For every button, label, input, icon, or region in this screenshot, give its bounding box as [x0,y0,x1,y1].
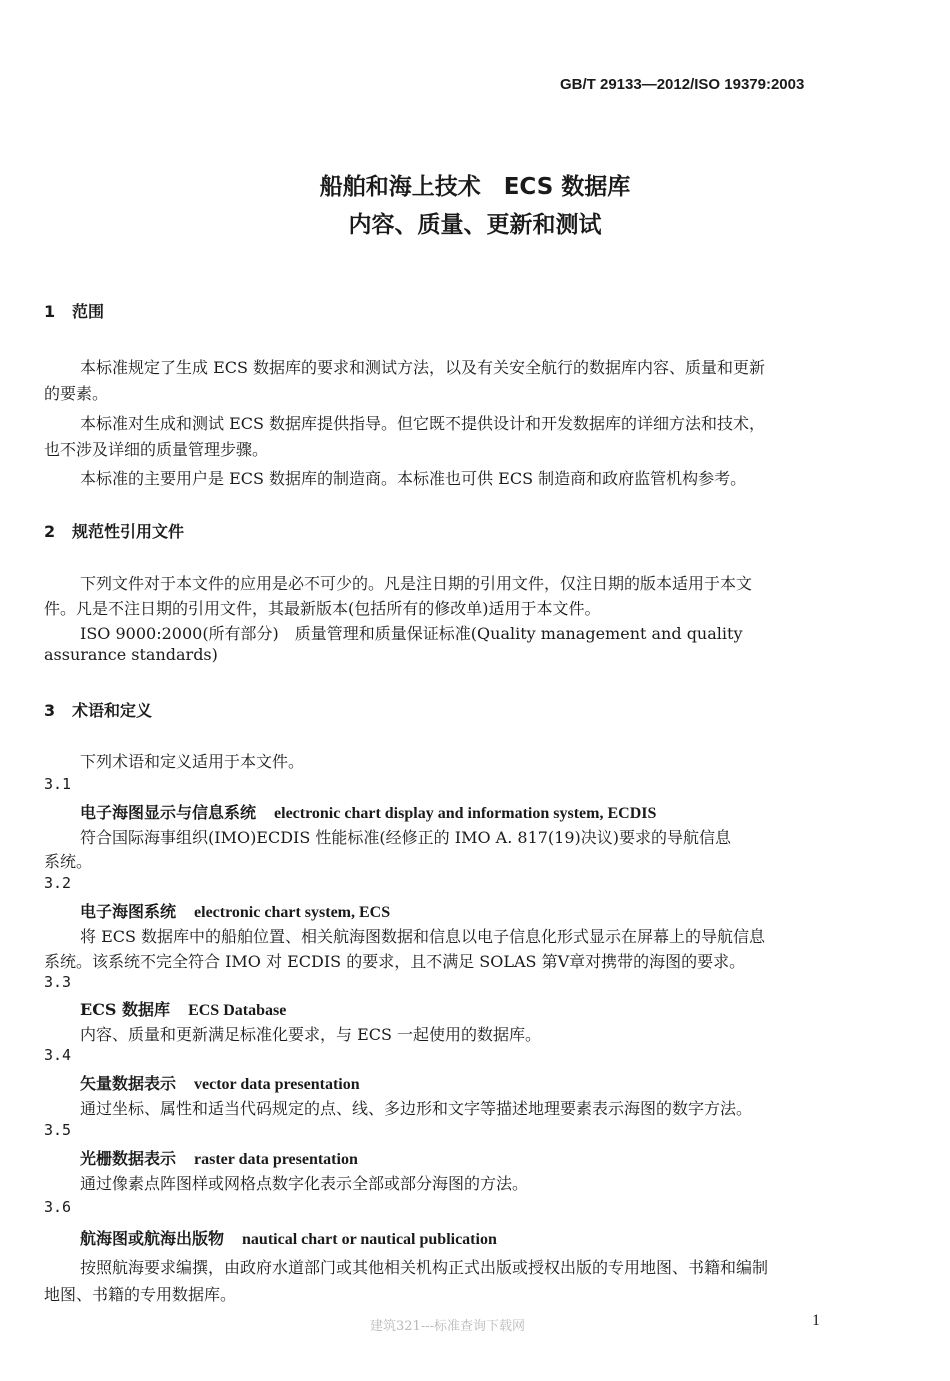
definition-line: 通过像素点阵图样或网格点数字化表示全部或部分海图的方法。 [80,1174,529,1193]
term-cn: 航海图或航海出版物 [80,1229,225,1248]
term-title [80,1226,497,1249]
paragraph-line: 本标准的主要用户是 ECS 数据库的制造商。本标准也可供 ECS 制造商和政府监管机构参考。 [80,469,747,488]
term-en: vector data presentation [194,1076,360,1093]
section-title: 范围 [72,302,105,321]
reference-line: ISO 9000:2000(所有部分) 质量管理和质量保证标准(Quality management and quality [80,624,743,643]
definition-line: 符合国际海事组织(IMO)ECDIS 性能标准(经修正的 IMO A. 817(19)决议)要求的导航信息 [80,828,732,847]
paragraph-line: 下列术语和定义适用于本文件。 [80,752,305,771]
term-title [80,1071,360,1094]
term-title [80,800,656,823]
term-cn: 电子海图显示与信息系统 [80,803,257,822]
term-number: 3.5 [44,1121,72,1139]
paragraph-line: 也不涉及详细的质量管理步骤。 [44,440,269,459]
paragraph-line: 本标准对生成和测试 ECS 数据库提供指导。但它既不提供设计和开发数据库的详细方法和技术， [80,414,766,433]
term-cn: 光栅数据表示 [80,1149,177,1168]
section-heading-scope [44,299,104,322]
definition-line: 系统。该系统不完全符合 IMO 对 ECDIS 的要求，且不满足 SOLAS 第Ⅴ章对携带的海图的要求。 [44,952,746,971]
paragraph-line: 件。凡是不注日期的引用文件，其最新版本(包括所有的修改单)适用于本文件。 [44,599,601,618]
term-number: 3.1 [44,775,72,793]
section-title: 规范性引用文件 [72,522,185,541]
term-number: 3.3 [44,973,72,991]
term-en: electronic chart system, ECS [194,904,391,921]
section-number: 2 [44,522,56,541]
section-title: 术语和定义 [72,701,153,720]
paragraph-line: 本标准规定了生成 ECS 数据库的要求和测试方法，以及有关安全航行的数据库内容、质量和更新 [80,358,766,377]
term-number: 3.4 [44,1046,72,1064]
term-en: nautical chart or nautical publication [242,1231,497,1248]
definition-line: 地图、书籍的专用数据库。 [44,1285,237,1304]
section-number: 3 [44,701,56,720]
standard-number: GB/T 29133—2012/ISO 19379:2003 [560,76,805,93]
page-number: 1 [812,1312,820,1329]
definition-line: 内容、质量和更新满足标准化要求，与 ECS 一起使用的数据库。 [80,1025,542,1044]
term-en: electronic chart display and information system, ECDIS [274,805,657,822]
paragraph-line: 的要素。 [44,384,109,403]
footer-watermark: 建筑321---标准查询下载网 [370,1319,525,1334]
term-number: 3.6 [44,1198,72,1216]
section-heading-normative-references [44,519,184,542]
definition-line: 将 ECS 数据库中的船舶位置、相关航海图数据和信息以电子信息化形式显示在屏幕上的导航信息 [80,927,766,946]
definition-line: 按照航海要求编撰，由政府水道部门或其他相关机构正式出版或授权出版的专用地图、书籍和编制 [80,1258,769,1277]
doc-title-line2: 内容、质量、更新和测试 [348,212,602,238]
definition-line: 通过坐标、属性和适当代码规定的点、线、多边形和文字等描述地理要素表示海图的数字方法。 [80,1099,753,1118]
term-en: ECS Database [188,1002,287,1019]
term-cn: 电子海图系统 [80,902,177,921]
term-en: raster data presentation [194,1151,358,1168]
section-heading-terms [44,698,152,721]
reference-line: assurance standards) [44,645,218,664]
term-cn: 矢量数据表示 [80,1074,177,1093]
term-title [80,1146,358,1169]
definition-line: 系统。 [44,852,93,871]
section-number: 1 [44,302,56,321]
term-title [80,899,390,922]
term-number: 3.2 [44,874,72,892]
term-title [80,997,286,1020]
term-cn: ECS 数据库 [80,1000,171,1019]
doc-title-line1: 船舶和海上技术 ECS 数据库 [319,174,631,200]
paragraph-line: 下列文件对于本文件的应用是必不可少的。凡是注日期的引用文件，仅注日期的版本适用于本文 [80,574,753,593]
